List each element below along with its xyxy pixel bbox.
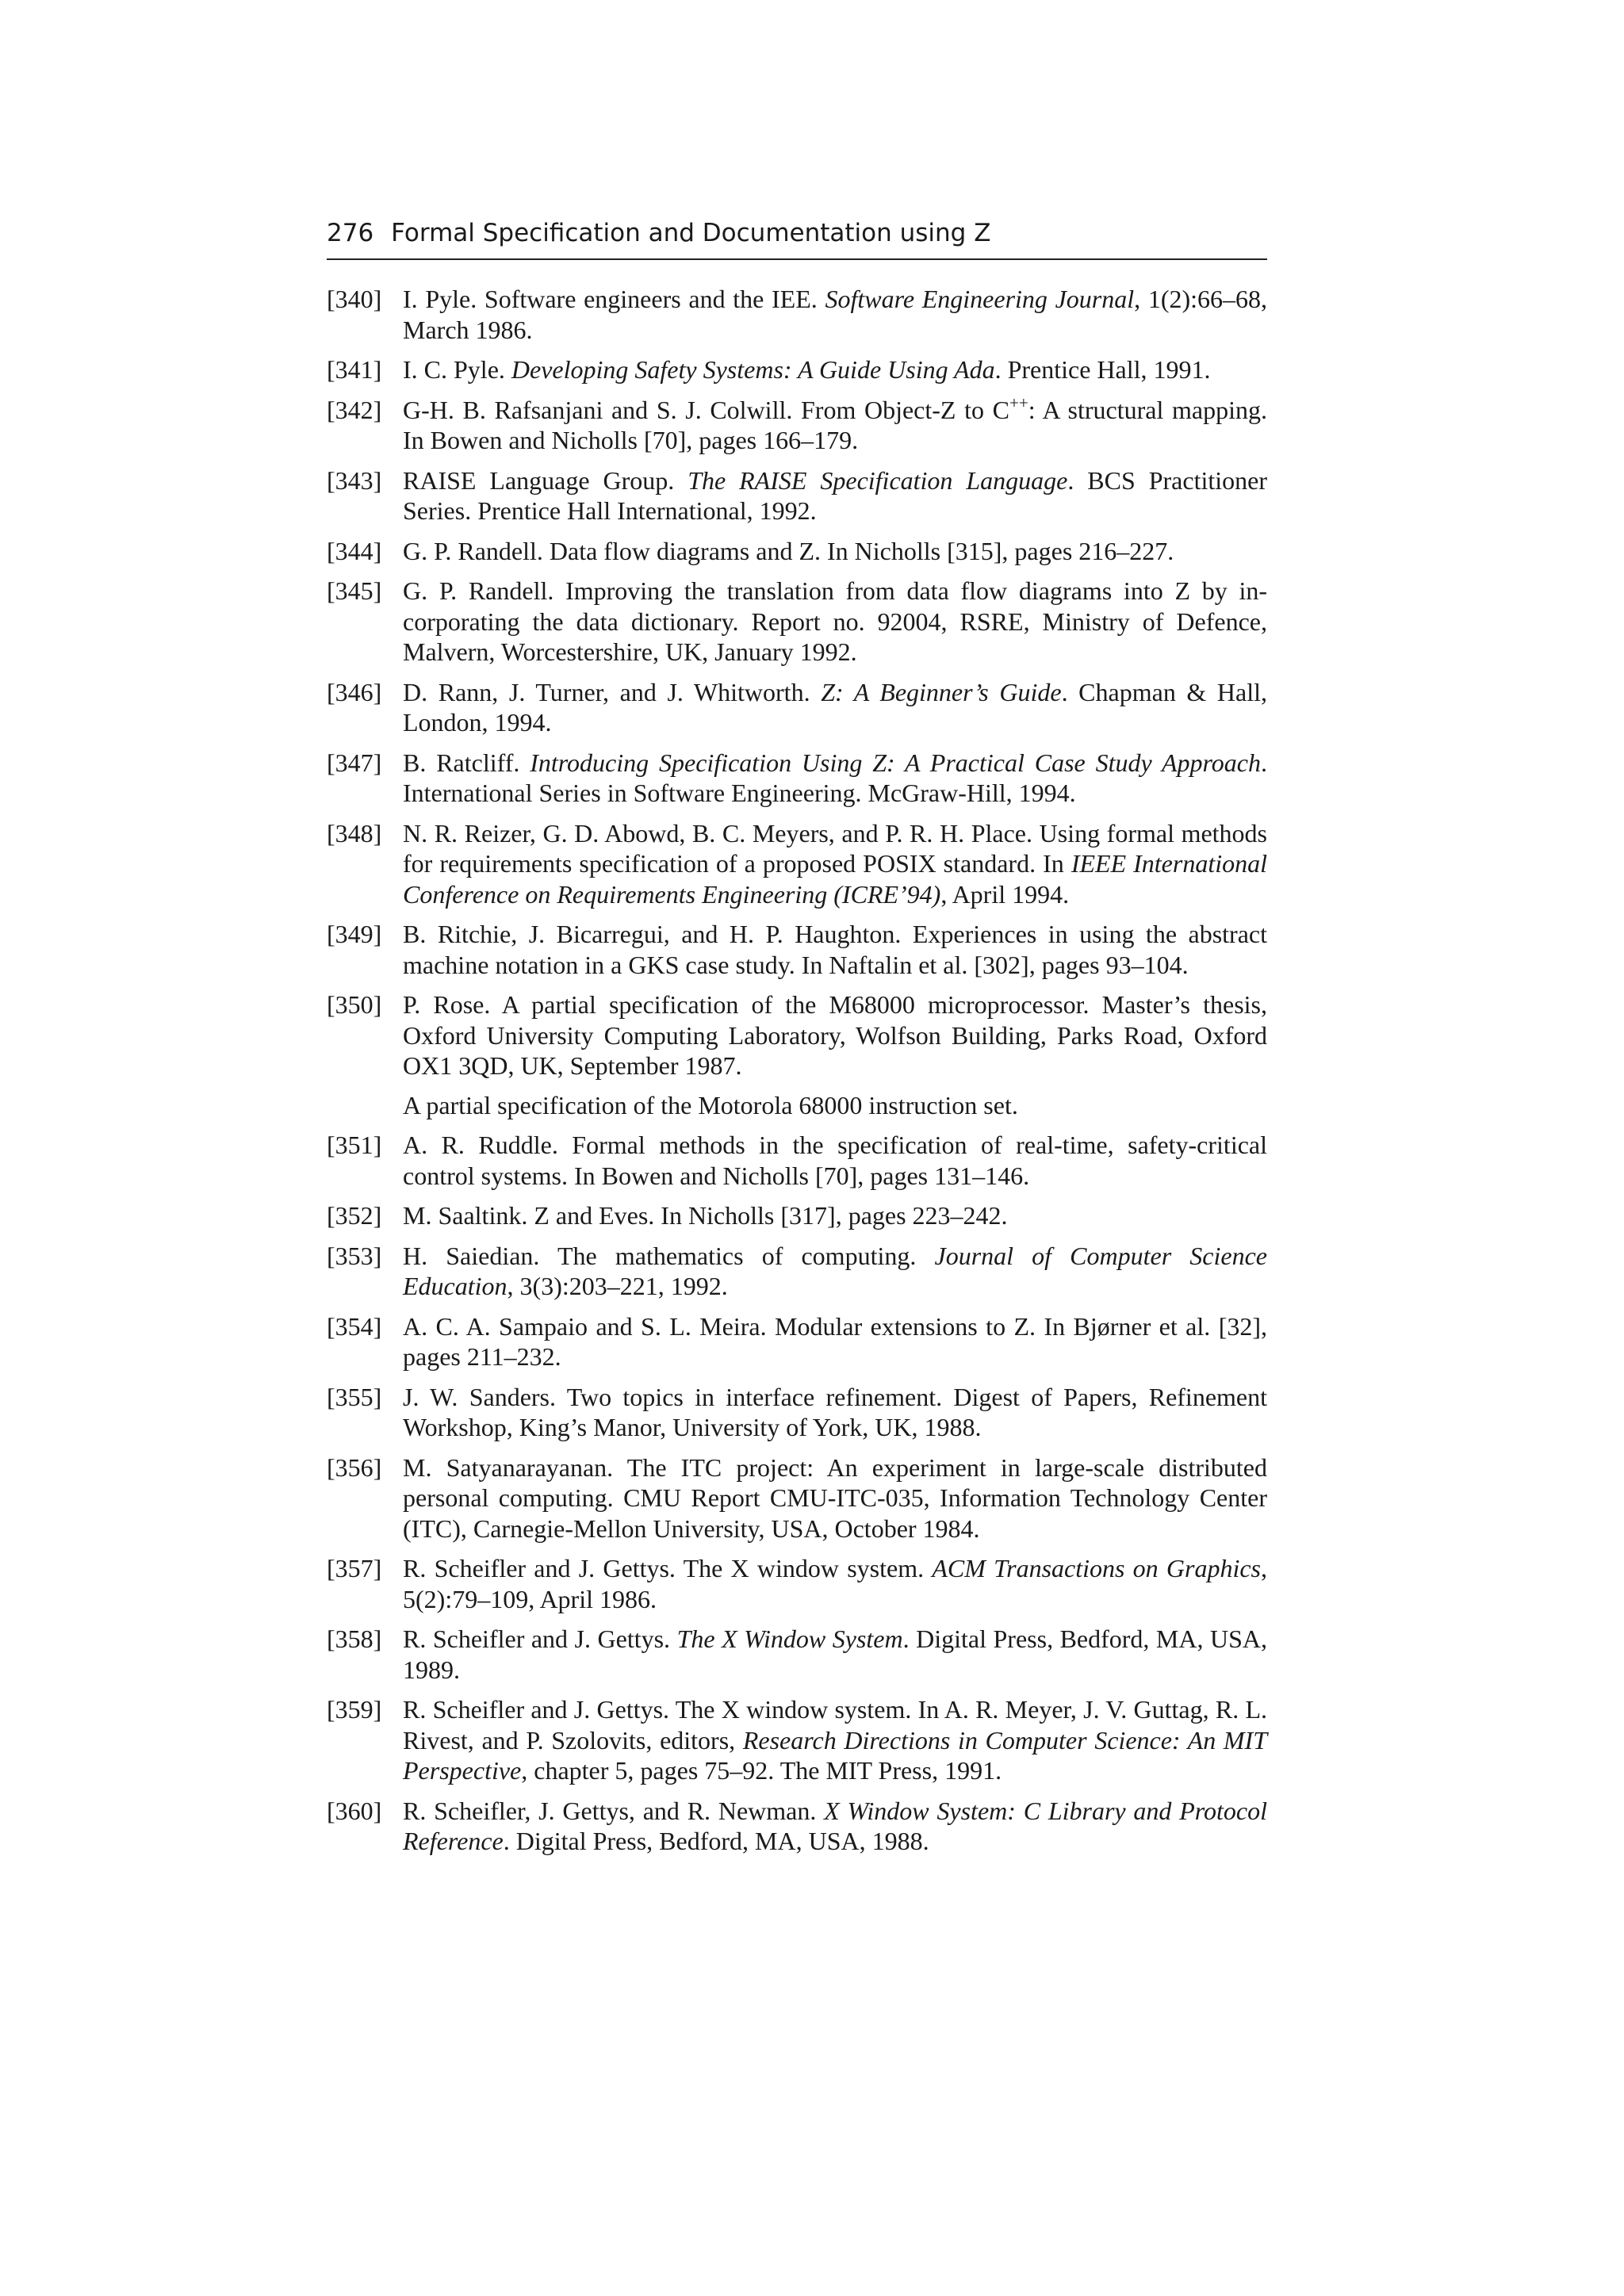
entry-text-run: . Prentice Hall, 1991. [994,355,1211,384]
entry-label: [344] [327,536,382,565]
bibliography-entry [327,1382,1267,1443]
entry-label: [342] [327,395,382,424]
entry-superscript: ++ [1009,392,1028,412]
entry-text-run: , chapter 5, pages 75–92. The MIT Press, 1991. [521,1756,1002,1785]
entry-text [403,466,1267,526]
entry-text [403,285,1267,344]
entry-text-run: . Chapman & Hall, London, 1994. [403,677,1268,737]
entry-label: [357] [327,1554,382,1582]
entry-text [403,576,1267,666]
entry-text-run: R. Scheifler and J. Gettys. The X window system. [403,1554,933,1582]
bibliography-entry [327,354,1267,385]
bibliography-entry [327,1200,1267,1231]
entry-annotation: A partial specification of the Motorola 68000 instruction set. [403,1090,1018,1119]
bibliography-entry [327,919,1267,980]
entry-text-run: . Digital Press, Bedford, MA, USA, 1988. [503,1827,929,1855]
entry-text-run: G-H. B. Rafsanjani and S. J. Colwill. From Object-Z to C [403,395,1009,424]
entry-text-run: A. C. A. Sampaio and S. L. Meira. Modular extensions to Z. In Bjørner et al. [32], pages 211–232. [403,1311,1267,1371]
entry-label: [348] [327,818,382,848]
entry-text [403,990,1267,1080]
entry-text [403,920,1267,979]
entry-label: [341] [327,355,382,384]
entry-title-italic: The X Window System [676,1624,903,1653]
entry-title-italic: Journal of Computer Science Education [403,1241,1268,1300]
bibliography-entry [327,1553,1267,1614]
bibliography-entry [327,989,1267,1120]
entry-text-run: B. Ratcliff. [403,748,530,777]
bibliography-entry [327,1241,1267,1302]
entry-text [403,1554,1267,1613]
bibliography-entry [327,536,1267,567]
entry-text-run: , 3(3):203–221, 1992. [507,1272,728,1300]
bibliography-entry [327,284,1267,345]
bibliography-entry [327,1796,1267,1857]
entry-label: [353] [327,1241,382,1270]
entry-label: [358] [327,1624,382,1653]
entry-label: [354] [327,1311,382,1341]
entry-text-run: , 5(2):79–109, April 1986. [403,1554,1268,1613]
page-number: 276 [327,219,374,247]
entry-label: [355] [327,1382,382,1411]
entry-text-run: : A structural mapping. In Bowen and Nicholls [70], pages 166–179. [403,395,1268,454]
entry-text-run: H. Saiedian. The mathematics of computing. [403,1241,935,1270]
entry-text [403,1624,1267,1684]
bibliography-entry [327,677,1267,738]
entry-text-run: . BCS Practitioner Series. Prentice Hall International, 1992. [403,465,1267,525]
entry-text-run: M. Saaltink. Z and Eves. In Nicholls [317], pages 223–242. [403,1201,1008,1230]
entry-text [403,1242,1267,1301]
entry-text-run: D. Rann, J. Turner, and J. Whitworth. [403,677,822,706]
entry-text [403,392,1268,455]
entry-text-run: P. Rose. A partial specification of the M68000 microprocessor. Master’s thesis, Oxford University Computing Laboratory, Wolfson Building, Parks Road, Oxford OX1 3QD, UK, September 1987. [403,990,1267,1080]
entry-text-run: , 1(2):66–68, March 1986. [403,285,1268,344]
entry-label: [347] [327,748,382,777]
entry-text [403,355,1211,384]
entry-text [403,1383,1267,1442]
bibliography-entry [327,1130,1267,1191]
entry-text [403,819,1267,909]
bibliography-list [327,284,1267,1866]
entry-text [403,748,1267,808]
entry-title-italic: IEEE International Conference on Requirements Engineering (ICRE’94) [403,849,1268,909]
entry-title-italic: The RAISE Specification Language [688,465,1068,495]
entry-text-run: J. W. Sanders. Two topics in interface refinement. Digest of Papers, Refinement Workshop, King’s Manor, University of York, UK, 1988. [403,1382,1267,1441]
entry-label: [345] [327,576,382,605]
page-header [327,214,1267,260]
entry-title-italic: ACM Transactions on Graphics [932,1554,1262,1582]
entry-text-run: R. Scheifler, J. Gettys, and R. Newman. [403,1796,825,1825]
entry-text-run: I. C. Pyle. [403,355,511,384]
entry-text [403,1312,1267,1372]
entry-title-italic: Developing Safety Systems: A Guide Using Ada [511,355,995,384]
entry-text-run: R. Scheifler and J. Gettys. The X window system. In A. R. Meyer, J. V. Guttag, R. L. Rivest, and P. Szolovits, editors, [403,1695,1267,1755]
entry-text [403,1131,1267,1190]
entry-title-italic: Software Engineering Journal [825,285,1135,313]
entry-text-run: R. Scheifler and J. Gettys. [403,1624,677,1653]
entry-label: [359] [327,1695,382,1724]
entry-label: [343] [327,465,382,495]
entry-text-run: , April 1994. [940,879,1070,909]
bibliography-entry [327,1311,1267,1372]
entry-text [403,1695,1267,1785]
entry-label: [352] [327,1201,382,1230]
entry-label: [346] [327,677,382,706]
entry-text-run: . International Series in Software Engineering. McGraw-Hill, 1994. [403,748,1268,807]
entry-text-run: M. Satyanarayanan. The ITC project: An experiment in large-scale distributed personal computing. CMU Report CMU-ITC-035, Information Technology Center (ITC), Carnegie-Mellon University, USA, October 1984. [403,1452,1267,1543]
entry-text [403,537,1174,565]
bibliography-entry [327,1624,1267,1685]
entry-text-run: B. Ritchie, J. Bicarregui, and H. P. Haughton. Experiences in using the abstract machine notation in a GKS case study. In Naftalin et al. [302], pages 93–104. [403,920,1267,979]
entry-text-run: . Digital Press, Bedford, MA, USA, 1989. [403,1624,1268,1684]
bibliography-entry [327,748,1267,809]
entry-text-run: A. R. Ruddle. Formal methods in the specification of real-time, safety-critical control systems. In Bowen and Nicholls [70], pages 131–146. [403,1131,1267,1190]
bibliography-entry [327,465,1267,526]
entry-label: [349] [327,920,382,948]
entry-title-italic: Introducing Specification Using Z: A Practical Case Study Approach [530,748,1262,777]
entry-text-run: RAISE Language Group. [403,465,688,495]
entry-text-run: G. P. Randell. Improving the translation from data flow diagrams into Z by incorporating the data dictionary. Report no. 92004, RSRE, Ministry of Defence, Malvern, Worcestershire, UK, January 1992. [403,576,1267,666]
entry-text [403,1797,1267,1856]
entry-text [403,1453,1267,1543]
entry-title-italic: Research Directions in Computer Science: An MIT Perspective [403,1725,1268,1785]
entry-text-run: N. R. Reizer, G. D. Abowd, B. C. Meyers, and P. R. H. Place. Using formal methods for requirements specification of a proposed POSIX standard. In [403,818,1267,878]
bibliography-entry [327,392,1268,456]
running-title: Formal Specification and Documentation using Z [391,219,991,247]
entry-text-run: G. P. Randell. Data flow diagrams and Z. In Nicholls [315], pages 216–227. [403,536,1174,565]
entry-label: [340] [327,285,382,313]
entry-label: [350] [327,990,382,1019]
bibliography-entry [327,1452,1267,1544]
entry-text [403,678,1267,737]
bibliography-entry [327,1694,1267,1786]
entry-text [403,1201,1008,1230]
entry-title-italic: Z: A Beginner’s Guide [821,677,1062,706]
bibliography-entry [327,818,1267,910]
entry-label: [360] [327,1796,382,1825]
entry-text-run: I. Pyle. Software engineers and the IEE. [403,285,825,313]
entry-title-italic: X Window System: C Library and Protocol Reference [403,1796,1268,1855]
entry-label: [356] [327,1452,382,1482]
entry-label: [351] [327,1131,382,1159]
bibliography-entry [327,576,1267,668]
